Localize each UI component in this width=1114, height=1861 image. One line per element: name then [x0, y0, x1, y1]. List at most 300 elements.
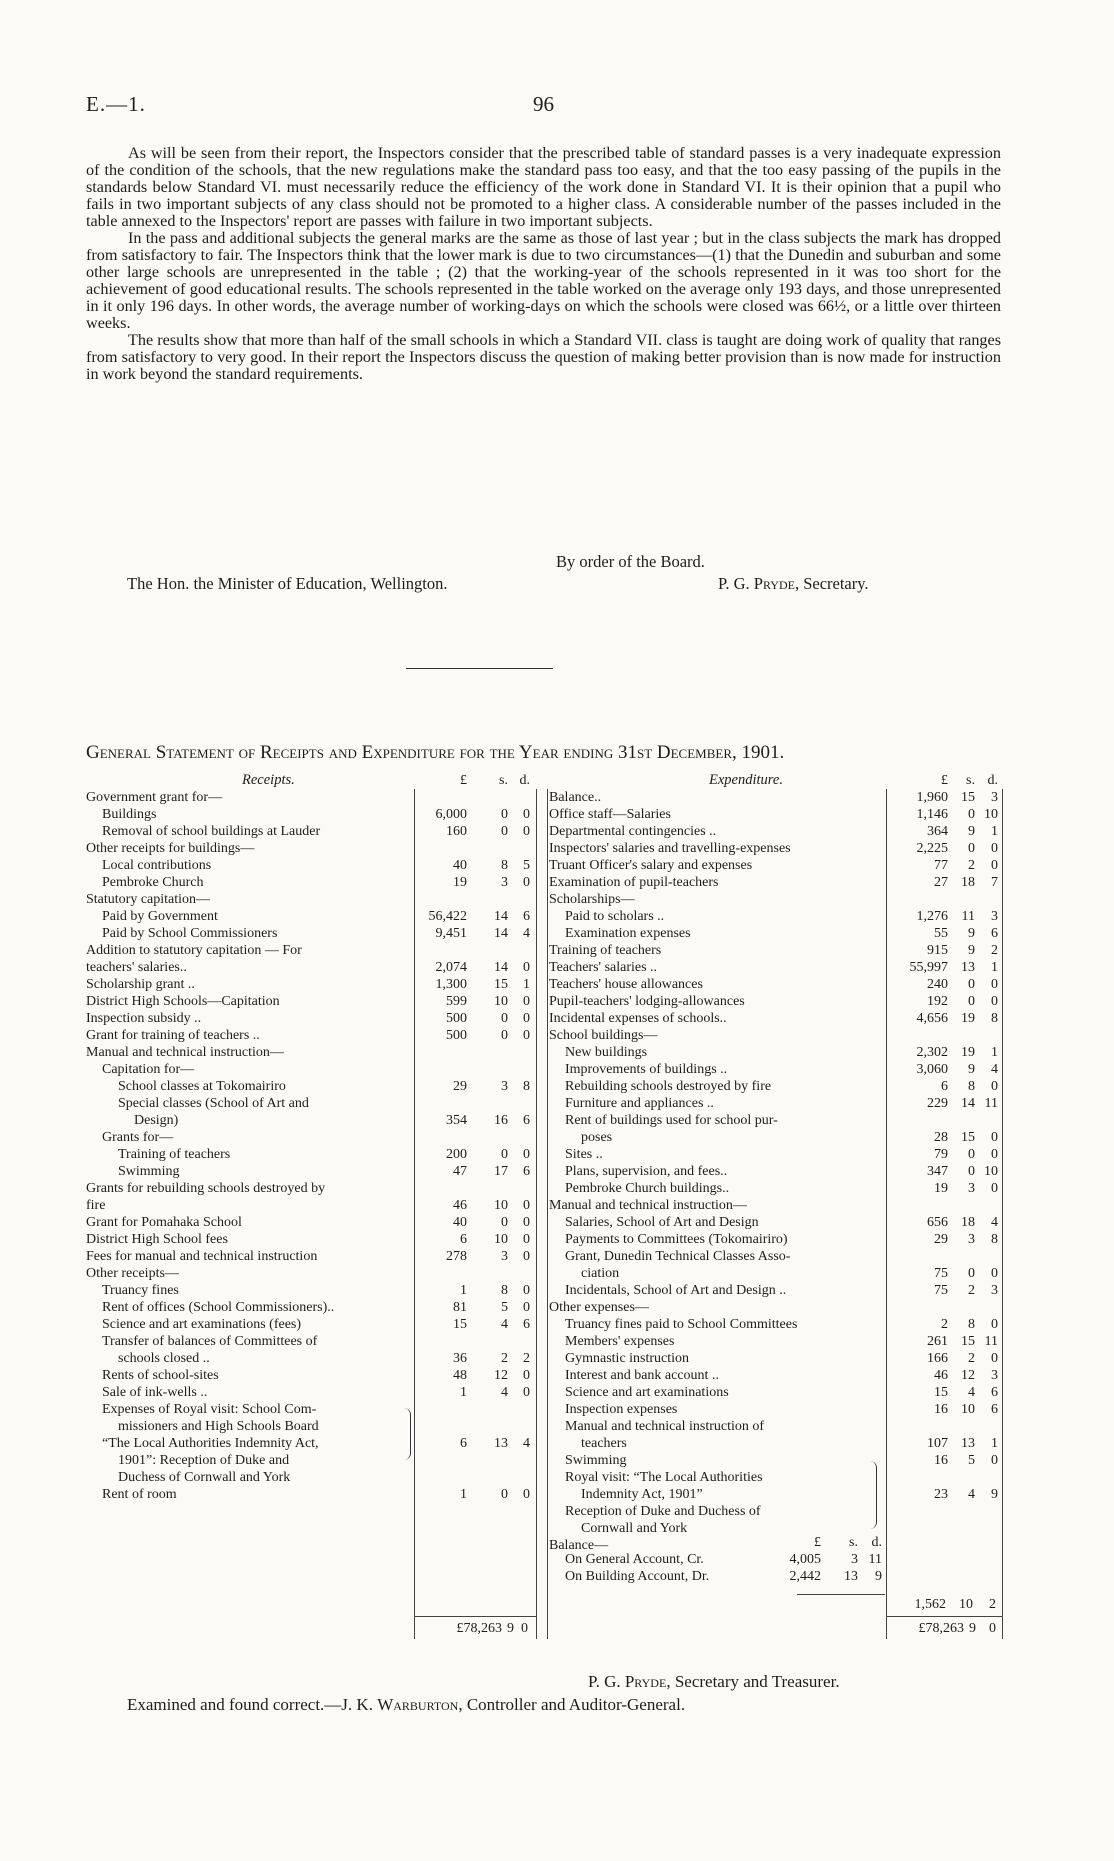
row-label — [86, 959, 187, 976]
statement-row — [549, 1197, 1002, 1214]
row-label — [86, 942, 302, 959]
row-pounds: 56,422 — [428, 909, 467, 924]
row-pounds: 75 — [934, 1266, 948, 1281]
statement-row — [86, 1078, 540, 1095]
row-pence: 6 — [523, 1113, 530, 1128]
statement-row — [86, 942, 540, 959]
row-pence: 0 — [523, 1215, 530, 1230]
paragraph: The results show that more than half of the small schools in which a Standard VII. class is taught are doing work of quality that ranges from satisfactory to very good. In their report the Inspectors discuss the question of making better provision than is now made for instruction in work beyond the standard requirements. — [86, 331, 1001, 383]
auditor-name: Warburton — [377, 1695, 459, 1714]
row-pounds: 354 — [446, 1113, 467, 1128]
row-label-text: Other expenses— — [549, 1300, 649, 1315]
statement-row — [549, 1061, 1002, 1078]
row-pounds: 200 — [446, 1147, 467, 1162]
row-pounds: 4,656 — [916, 1011, 948, 1026]
center-rule — [547, 789, 548, 1639]
row-label — [118, 1163, 179, 1180]
statement-row — [86, 1061, 540, 1078]
row-label — [118, 1469, 290, 1486]
row-label-text: Truancy fines paid to School Committees — [565, 1317, 798, 1332]
row-label — [102, 925, 277, 942]
row-pounds: 3,060 — [916, 1062, 948, 1077]
statement-row — [549, 942, 1002, 959]
signature-secretary — [718, 574, 869, 594]
row-shillings: 0 — [968, 807, 975, 822]
row-pence: 6 — [991, 1402, 998, 1417]
statement-row — [86, 1452, 540, 1469]
row-label-text: Transfer of balances of Committees of — [102, 1334, 318, 1349]
row-label — [118, 1095, 309, 1112]
statement-row — [549, 1231, 1002, 1248]
balance-building-label: On Building Account, Dr. — [565, 1569, 710, 1584]
row-pounds: 46 — [934, 1368, 948, 1383]
row-label — [102, 1435, 319, 1452]
row-pence: 1 — [523, 977, 530, 992]
row-pounds: 2,225 — [916, 841, 948, 856]
row-pence: 10 — [984, 1164, 998, 1179]
statement-row — [86, 1384, 540, 1401]
row-label — [565, 1231, 788, 1248]
examined-suffix: , Controller and Auditor-General. — [458, 1695, 686, 1714]
row-shillings: 12 — [961, 1368, 975, 1383]
statement-row — [549, 891, 1002, 908]
row-pounds: 36 — [453, 1351, 467, 1366]
row-shillings: 9 — [968, 926, 975, 941]
statement-row — [86, 1367, 540, 1384]
row-pounds: 229 — [927, 1096, 948, 1111]
row-label — [565, 1282, 786, 1299]
row-label-text: School buildings— — [549, 1028, 658, 1043]
statement-row — [549, 1163, 1002, 1180]
statement-row — [86, 1214, 540, 1231]
row-pounds: 6 — [941, 1079, 948, 1094]
row-shillings: 12 — [494, 1368, 508, 1383]
row-label-text: Local contributions — [102, 858, 212, 873]
row-label-text: New buildings — [565, 1045, 648, 1060]
row-pence: 2 — [991, 943, 998, 958]
row-pence: 0 — [523, 1028, 530, 1043]
row-label — [86, 1044, 284, 1061]
statement-row — [549, 1146, 1002, 1163]
row-shillings: 10 — [494, 1198, 508, 1213]
row-pounds: 55,997 — [909, 960, 948, 975]
row-pounds: 1 — [460, 1283, 467, 1298]
signature-order: By order of the Board. — [556, 552, 705, 571]
row-label — [118, 1350, 210, 1367]
statement-row — [549, 1333, 1002, 1350]
pence-header: d. — [519, 773, 530, 788]
row-label-text: Science and art examinations (fees) — [102, 1317, 302, 1332]
row-label-text: Improvements of buildings .. — [565, 1062, 728, 1077]
row-shillings: 19 — [961, 1011, 975, 1026]
statement-row — [86, 1248, 540, 1265]
expenditure-column — [549, 772, 1002, 1554]
row-label-text: Rent of buildings used for school pur- — [565, 1113, 778, 1128]
row-label-text: Truant Officer's salary and expenses — [549, 858, 753, 873]
row-label-text: fire — [86, 1198, 106, 1213]
statement-row — [86, 1418, 540, 1435]
row-label — [86, 1248, 317, 1265]
row-pence: 0 — [523, 807, 530, 822]
statement-row — [86, 1231, 540, 1248]
statement-row — [549, 806, 1002, 823]
row-pounds: 278 — [446, 1249, 467, 1264]
balance-building-pence: 9 — [875, 1569, 882, 1584]
row-pence: 2 — [523, 1351, 530, 1366]
statement-row — [549, 1384, 1002, 1401]
row-label-text: Other receipts— — [86, 1266, 179, 1281]
statement-row — [549, 857, 1002, 874]
row-pence: 7 — [991, 875, 998, 890]
treasurer-signature — [588, 1672, 840, 1692]
row-pounds: 46 — [453, 1198, 467, 1213]
statement-row — [549, 1095, 1002, 1112]
row-shillings: 5 — [501, 1300, 508, 1315]
pence-header: d. — [871, 1535, 882, 1550]
row-label — [565, 1078, 771, 1095]
row-label — [565, 1367, 719, 1384]
row-label-text: Examination of pupil-teachers — [549, 875, 719, 890]
row-pence: 1 — [991, 824, 998, 839]
balance-general-shillings: 3 — [851, 1552, 858, 1567]
row-shillings: 10 — [494, 994, 508, 1009]
row-label-text: ciation — [581, 1266, 620, 1281]
row-label-text: Manual and technical instruction— — [86, 1045, 284, 1060]
row-label-text: Office staff—Salaries — [549, 807, 671, 822]
row-label — [565, 1384, 729, 1401]
balance-building-shillings: 13 — [844, 1569, 858, 1584]
statement-row — [549, 1265, 1002, 1282]
row-label — [549, 823, 716, 840]
row-pounds: 1,960 — [916, 790, 948, 805]
statement-row — [86, 1350, 540, 1367]
treasurer-name: P. G. Pryde — [588, 1672, 667, 1691]
row-pence: 8 — [523, 1079, 530, 1094]
row-label-text: “The Local Authorities Indemnity Act, — [102, 1436, 319, 1451]
row-pence: 1 — [991, 1436, 998, 1451]
row-pounds: 81 — [453, 1300, 467, 1315]
row-pounds: 77 — [934, 858, 948, 873]
secretary-name: P. G. Pryde — [718, 574, 795, 593]
row-label-text: Duchess of Cornwall and York — [118, 1470, 291, 1485]
row-pence: 0 — [991, 1317, 998, 1332]
row-label — [102, 1282, 179, 1299]
row-label — [86, 1197, 105, 1214]
row-label-text: Salaries, School of Art and Design — [565, 1215, 759, 1230]
statement-row — [86, 1180, 540, 1197]
row-label — [565, 1112, 778, 1129]
row-label-text: Rent of offices (School Commissioners).. — [102, 1300, 335, 1315]
row-shillings: 16 — [494, 1113, 508, 1128]
row-label — [86, 891, 210, 908]
row-pounds: 2 — [941, 1317, 948, 1332]
row-shillings: 17 — [494, 1164, 508, 1179]
row-pounds: 29 — [453, 1079, 467, 1094]
statement-row — [549, 874, 1002, 891]
row-pence: 4 — [991, 1215, 998, 1230]
row-shillings: 4 — [968, 1385, 975, 1400]
column-header — [549, 772, 1002, 789]
row-label — [86, 1214, 242, 1231]
row-label — [565, 908, 664, 925]
row-label-text: District High School fees — [86, 1232, 228, 1247]
row-label-text: teachers — [581, 1436, 627, 1451]
row-shillings: 13 — [494, 1436, 508, 1451]
row-label — [581, 1486, 703, 1503]
row-pence: 0 — [523, 1283, 530, 1298]
row-pence: 3 — [991, 790, 998, 805]
row-label-text: Swimming — [118, 1164, 180, 1179]
statement-row — [86, 976, 540, 993]
row-label-text: Statutory capitation— — [86, 892, 211, 907]
row-label — [581, 1435, 627, 1452]
statement-row — [549, 789, 1002, 806]
row-label — [102, 1384, 207, 1401]
statement-row — [86, 874, 540, 891]
row-pence: 0 — [523, 1198, 530, 1213]
row-shillings: 14 — [494, 960, 508, 975]
balance-building — [565, 1568, 886, 1585]
statement-row — [86, 1282, 540, 1299]
pence-header: d. — [987, 773, 998, 788]
row-shillings: 18 — [961, 875, 975, 890]
row-label — [565, 1418, 764, 1435]
row-shillings: 15 — [961, 1334, 975, 1349]
row-label — [102, 1486, 177, 1503]
row-pence: 3 — [991, 1283, 998, 1298]
row-shillings: 0 — [968, 994, 975, 1009]
row-pence: 0 — [991, 1079, 998, 1094]
row-label — [86, 1180, 325, 1197]
row-pence: 0 — [523, 1147, 530, 1162]
statement-row — [549, 823, 1002, 840]
receipts-amount-rule — [414, 789, 415, 1639]
statement-row — [86, 1044, 540, 1061]
balance-sub-header — [565, 1534, 886, 1551]
row-label — [86, 840, 254, 857]
statement-row — [549, 1452, 1002, 1469]
row-label-text: Sites .. — [565, 1147, 603, 1162]
row-shillings: 2 — [968, 1283, 975, 1298]
row-pence: 0 — [523, 1300, 530, 1315]
row-label-text: Balance.. — [549, 790, 602, 805]
statement-row — [549, 1503, 1002, 1520]
row-label-text: Departmental contingencies .. — [549, 824, 717, 839]
receipts-total-rule — [414, 1616, 537, 1617]
row-shillings: 8 — [501, 1283, 508, 1298]
row-pounds: 19 — [934, 1181, 948, 1196]
row-label — [118, 1078, 286, 1095]
row-shillings: 13 — [961, 1436, 975, 1451]
row-shillings: 8 — [968, 1079, 975, 1094]
row-pounds: 2,074 — [435, 960, 467, 975]
row-label — [102, 806, 156, 823]
column-header — [86, 772, 540, 789]
row-pounds: 1,276 — [916, 909, 948, 924]
statement-row — [549, 1367, 1002, 1384]
row-label-text: Rebuilding schools destroyed by fire — [565, 1079, 772, 1094]
report-body — [86, 145, 1001, 383]
row-label-text: Manual and technical instruction of — [565, 1419, 765, 1434]
statement-row — [549, 1078, 1002, 1095]
row-pounds: 160 — [446, 824, 467, 839]
row-pence: 0 — [523, 1232, 530, 1247]
row-pounds: 9,451 — [435, 926, 467, 941]
statement-row — [86, 1469, 540, 1486]
row-shillings: 0 — [968, 977, 975, 992]
row-label-text: Training of teachers — [549, 943, 662, 958]
row-label — [102, 1316, 301, 1333]
row-label — [565, 1095, 714, 1112]
statement-row — [549, 993, 1002, 1010]
row-label-text: Balance— — [549, 1538, 609, 1553]
statement-row — [86, 1112, 540, 1129]
row-label-text: Special classes (School of Art and — [118, 1096, 309, 1111]
expenditure-total — [886, 1621, 1002, 1638]
row-label-text: Grants for— — [102, 1130, 174, 1145]
report-code: E.—1. — [86, 92, 146, 116]
row-label-text: Addition to statutory capitation — For — [86, 943, 302, 958]
row-label — [86, 1231, 228, 1248]
statement-row — [549, 840, 1002, 857]
row-label-text: Capitation for— — [102, 1062, 195, 1077]
statement-row — [549, 1112, 1002, 1129]
row-pounds: 6,000 — [435, 807, 467, 822]
shillings-header: s. — [966, 773, 975, 788]
examined-prefix: Examined and found correct.—J. K. — [127, 1695, 378, 1714]
statement-row — [86, 823, 540, 840]
statement-row — [86, 993, 540, 1010]
row-label — [549, 1299, 649, 1316]
row-label — [549, 976, 703, 993]
statement-row — [86, 959, 540, 976]
row-pence: 0 — [991, 1266, 998, 1281]
statement-row — [549, 1350, 1002, 1367]
row-shillings: 0 — [501, 807, 508, 822]
row-pence: 1 — [991, 1045, 998, 1060]
expenditure-total-pence: 0 — [989, 1621, 996, 1636]
row-shillings: 9 — [968, 824, 975, 839]
row-label-text: Grant for Pomahaka School — [86, 1215, 242, 1230]
row-shillings: 8 — [501, 858, 508, 873]
row-label-text: Indemnity Act, 1901” — [581, 1487, 703, 1502]
row-label — [549, 840, 791, 857]
row-label — [102, 1129, 173, 1146]
row-pounds: 16 — [934, 1453, 948, 1468]
row-label-text: School classes at Tokomairiro — [118, 1079, 286, 1094]
royal-visit-bracket — [404, 1408, 411, 1460]
row-shillings: 5 — [968, 1453, 975, 1468]
row-pounds: 107 — [927, 1436, 948, 1451]
row-label — [565, 1180, 729, 1197]
row-pounds: 47 — [453, 1164, 467, 1179]
statement-row — [549, 1469, 1002, 1486]
row-shillings: 15 — [494, 977, 508, 992]
receipts-total-pence: 0 — [521, 1621, 528, 1636]
row-shillings: 3 — [968, 1232, 975, 1247]
row-label — [565, 1214, 759, 1231]
row-label-text: Other receipts for buildings— — [86, 841, 255, 856]
row-shillings: 0 — [501, 1028, 508, 1043]
row-pence: 0 — [991, 841, 998, 856]
row-label-text: teachers' salaries.. — [86, 960, 187, 975]
statement-row — [549, 1027, 1002, 1044]
column-heading: Expenditure. — [709, 772, 783, 788]
statement-title: General Statement of Receipts and Expenditure for the Year ending 31st December, 1901. — [86, 742, 785, 763]
row-pounds: 15 — [453, 1317, 467, 1332]
row-label — [102, 857, 211, 874]
balance-subtotal-rule — [797, 1594, 885, 1595]
row-pounds: 27 — [934, 875, 948, 890]
statement-row — [86, 1486, 540, 1503]
balance-general-pence: 11 — [868, 1552, 882, 1567]
row-label — [102, 1401, 316, 1418]
row-pounds: 261 — [927, 1334, 948, 1349]
row-pounds: 192 — [927, 994, 948, 1009]
row-label — [549, 1010, 727, 1027]
receipts-total — [414, 1621, 536, 1638]
row-pence: 11 — [984, 1096, 998, 1111]
row-label-text: Paid to scholars .. — [565, 909, 665, 924]
paragraph: In the pass and additional subjects the general marks are the same as those of last year ; but in the class subjects the mark has dropped from satisfactory to fair. The Inspectors think that the lower mark is due to two circumstances—(1) that the Dunedin and suburban and some other large schools are unrepresented in the table ; (2) that the working-year of the schools represented in it was too short for the achievement of good educational results. The schools represented in the table worked on the average only 193 days, and those unrepresented in it only 196 days. In other words, the average number of working-days on which the schools were closed was 66½, or a little over thirteen weeks. — [86, 229, 1001, 332]
statement-row — [86, 1333, 540, 1350]
row-label-text: Expenses of Royal visit: School Com- — [102, 1402, 317, 1417]
expenditure-total-rule — [886, 1616, 1003, 1617]
row-label-text: Gymnastic instruction — [565, 1351, 690, 1366]
row-shillings: 2 — [968, 1351, 975, 1366]
statement-row — [86, 1027, 540, 1044]
row-pence: 6 — [523, 1317, 530, 1332]
statement-row — [549, 1486, 1002, 1503]
row-pounds: 1,300 — [435, 977, 467, 992]
row-pounds: 29 — [934, 1232, 948, 1247]
row-pence: 5 — [523, 858, 530, 873]
shillings-header: s. — [849, 1535, 858, 1550]
row-label — [118, 1452, 289, 1469]
row-label-text: Incidental expenses of schools.. — [549, 1011, 727, 1026]
row-label-text: Scholarship grant .. — [86, 977, 195, 992]
expenditure-total-pounds: £78,263 — [918, 1621, 964, 1636]
row-shillings: 0 — [501, 1215, 508, 1230]
row-label-text: Examination expenses — [565, 926, 691, 941]
row-pence: 4 — [523, 926, 530, 941]
row-pounds: 16 — [934, 1402, 948, 1417]
row-shillings: 11 — [961, 909, 975, 924]
row-pence: 0 — [991, 1351, 998, 1366]
row-label-text: Paid by Government — [102, 909, 218, 924]
statement-row — [549, 925, 1002, 942]
row-shillings: 8 — [968, 1317, 975, 1332]
row-shillings: 4 — [501, 1385, 508, 1400]
row-label — [549, 942, 661, 959]
statement-row — [86, 857, 540, 874]
row-pounds: 364 — [927, 824, 948, 839]
balance-building-pounds: 2,442 — [789, 1569, 821, 1584]
row-shillings: 10 — [961, 1402, 975, 1417]
receipts-total-pounds: £78,263 — [456, 1621, 502, 1636]
statement-row — [549, 1248, 1002, 1265]
row-pence: 0 — [991, 1453, 998, 1468]
row-pounds: 40 — [453, 1215, 467, 1230]
row-pounds: 599 — [446, 994, 467, 1009]
row-shillings: 3 — [968, 1181, 975, 1196]
row-label-text: Rent of room — [102, 1487, 177, 1502]
row-label-text: schools closed .. — [118, 1351, 210, 1366]
row-label-text: Government grant for— — [86, 790, 223, 805]
row-label — [102, 874, 203, 891]
row-shillings: 3 — [501, 1079, 508, 1094]
row-pence: 3 — [991, 909, 998, 924]
